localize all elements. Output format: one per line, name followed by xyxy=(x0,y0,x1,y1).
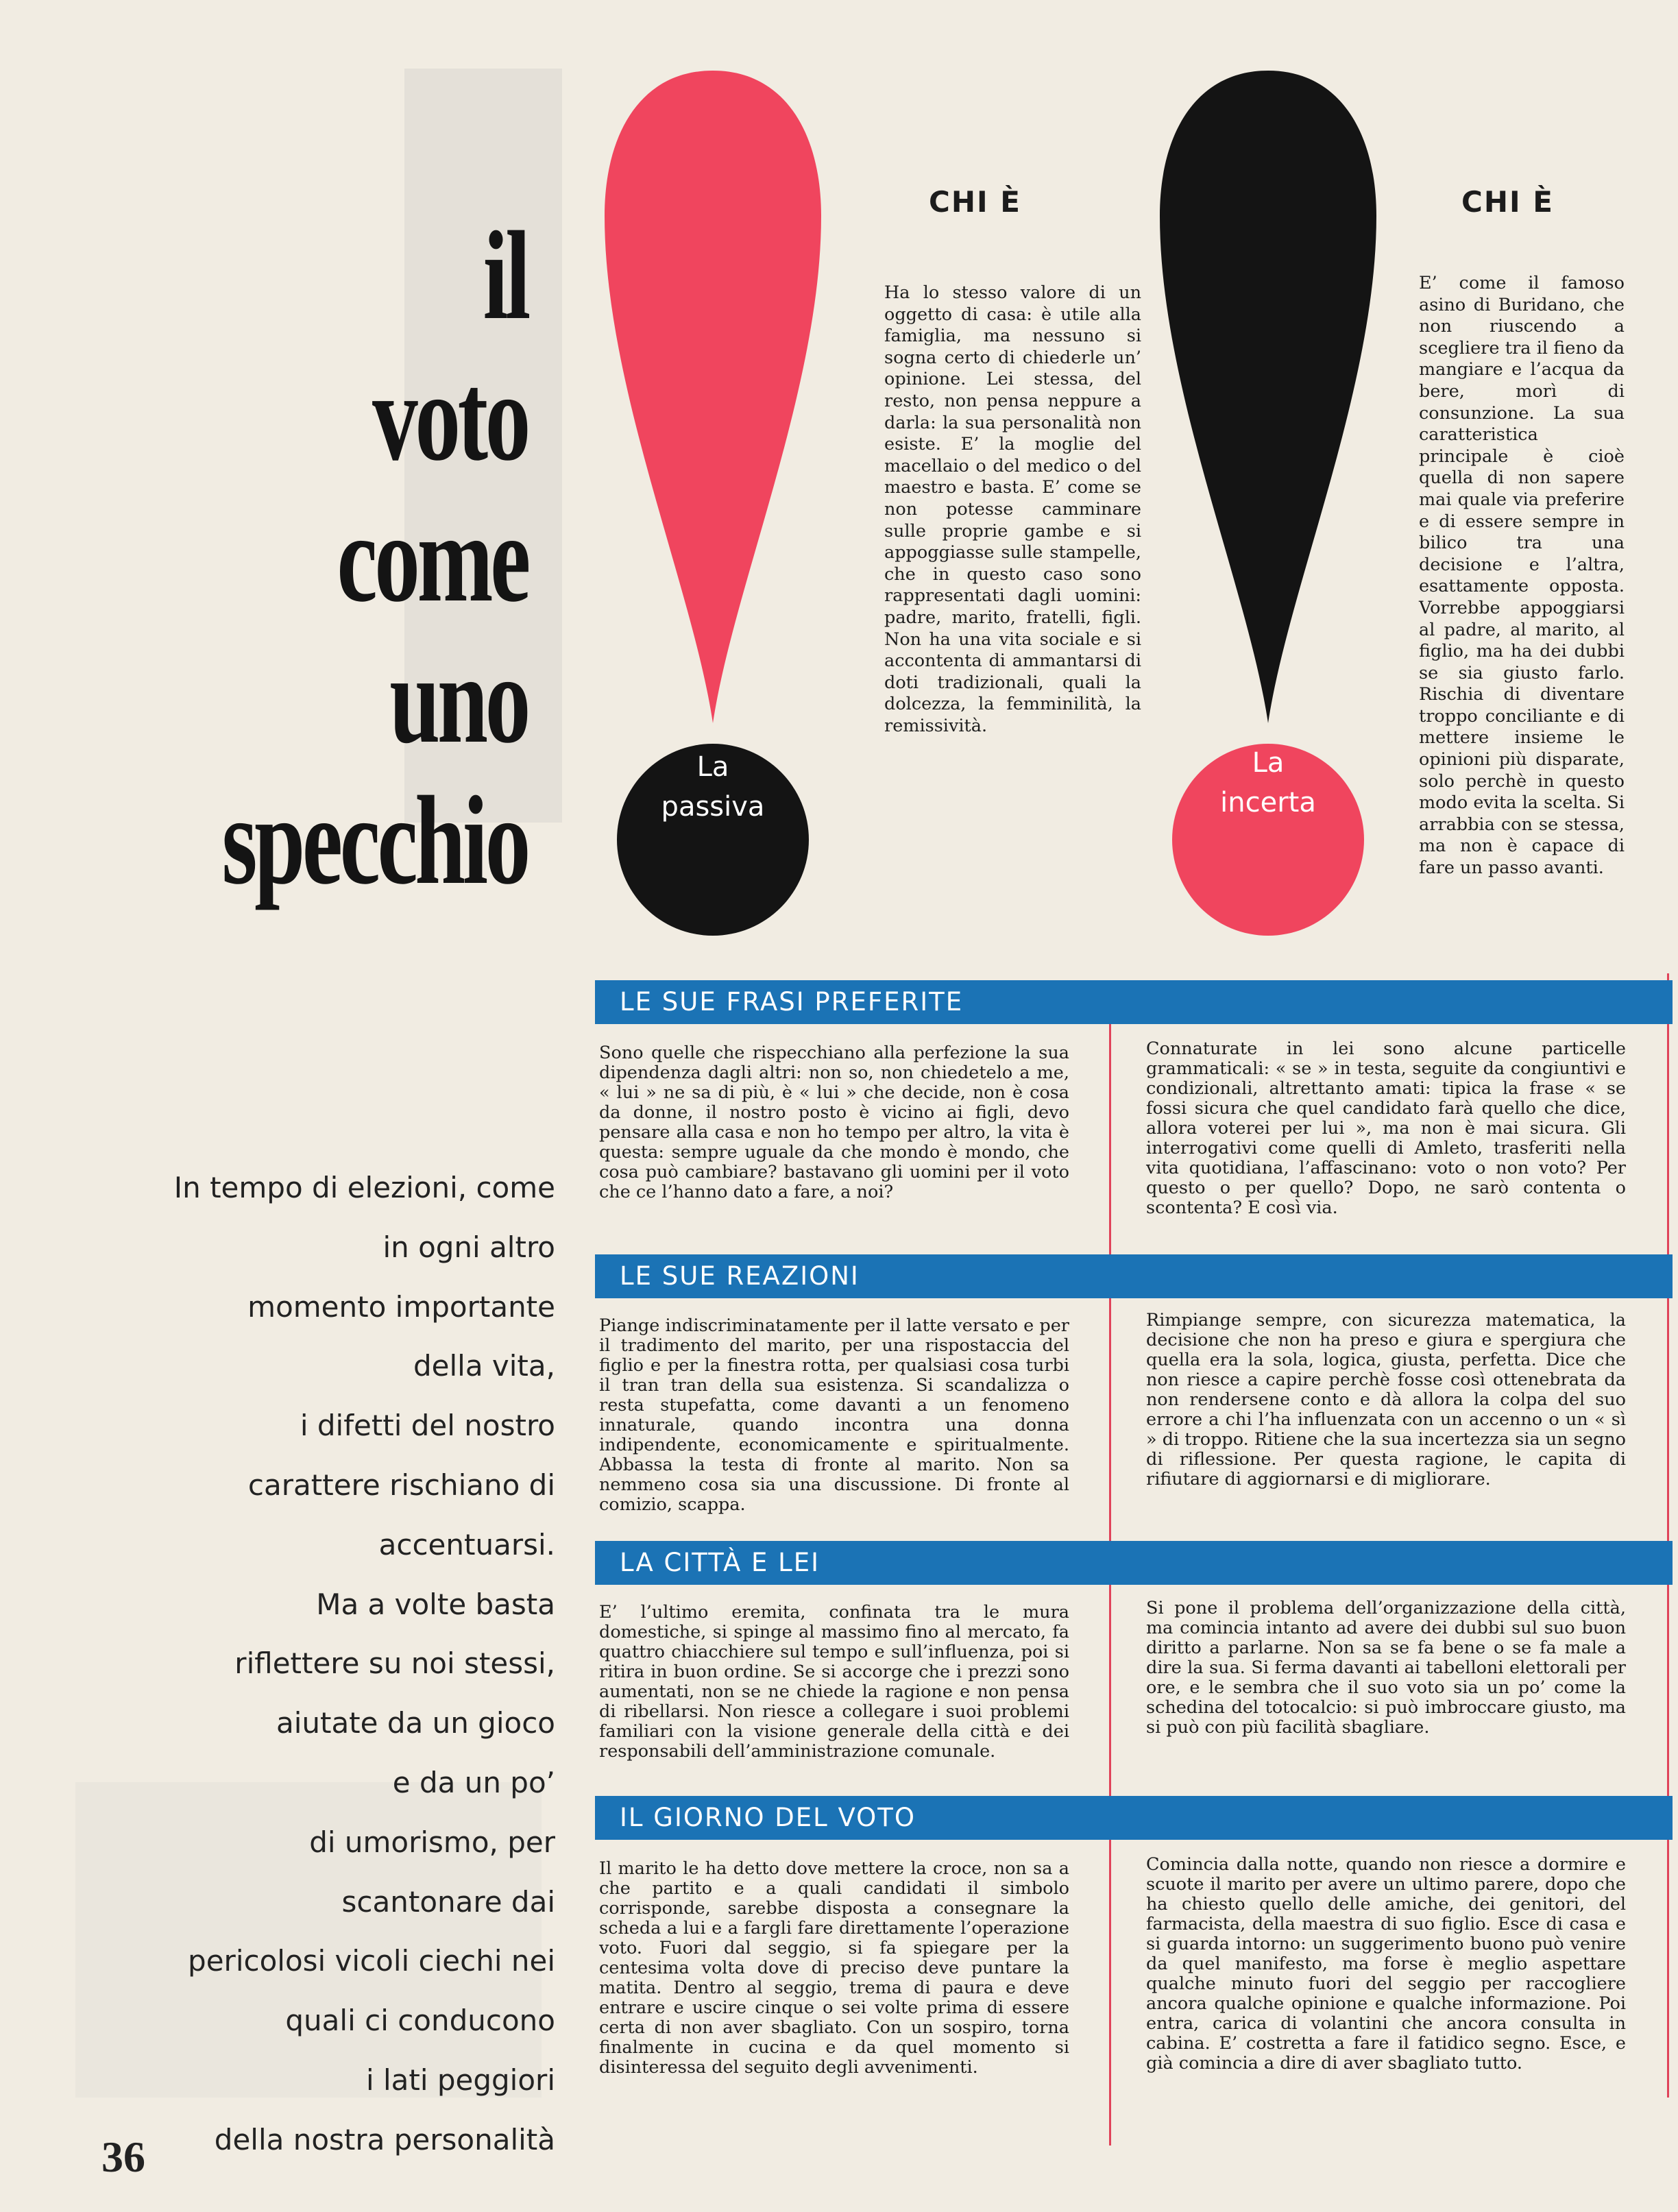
section-right-text: Connaturate in lei sono alcune particelle grammaticali: « se » in testa, seguite da congiuntivi e condizionali, altrettanto amati: tipica la frase « se fossi sicura che quel candidato farà quello che dice, allora voterei per lui », ma non è mai sicura. Gli interrogativi come quelli di Amleto, trasferiti nella vita quotidiana, l’affascinano: voto o non voto? Per questo o per quello? Dopo, ne sarò contenta o scontenta? E così via. xyxy=(1146,1038,1626,1218)
intro-line: momento importante xyxy=(247,1289,555,1324)
section-title: IL GIORNO DEL VOTO xyxy=(595,1801,940,1834)
page-number: 36 xyxy=(101,2132,145,2181)
intro-line: i difetti del nostro xyxy=(300,1409,555,1443)
passiva-heading: CHI È xyxy=(929,185,1021,219)
section-left-text: Sono quelle che rispecchiano alla perfezione la sua dipendenza dagli altri: non so, non chiedetelo a me, « lui » ne sa di più, è « lui » che decide, non è cosa da donne, il nostro posto è vicino ai figli, devo pensare alla casa e non ho tempo per altro, la vita è questa: sempre uguale da che mondo è mondo, che cosa può cambiare? bastavano gli uomini per il voto che ce l’hanno dato a fare, a noi? xyxy=(599,1043,1069,1202)
intro-line: In tempo di elezioni, come xyxy=(173,1171,555,1204)
title-line: voto xyxy=(372,347,528,487)
section-left-text: Piange indiscriminatamente per il latte versato e per il tradimento del marito, per una rispostaccia del figlio e per la finestra rotta, per qualsiasi cosa turbi il tran tran della sua esistenza. Si scandalizza o resta stupefatta, come davanti a un fenomeno innaturale, quando incontra una donna indipendente, economicamente e spiritualmente. Abbassa la testa di fronte al marito. Non sa nemmeno cosa sia una discussione. Di fronte al comizio, scappa. xyxy=(599,1315,1069,1515)
intro-line: pericolosi vicoli ciechi nei xyxy=(188,1944,555,1978)
section-band xyxy=(595,980,1673,1024)
incerta-heading: CHI È xyxy=(1461,185,1554,219)
passiva-text: Ha lo stesso valore di un oggetto di casa: è utile alla famiglia, ma nessuno si sogna certo di chiederle un’ opinione. Lei stessa, del resto, non pensa neppure a darla: la sua personalità non esiste. E’ la moglie del macellaio o del medico o del maestro e basta. E’ come se non potesse camminare sulle proprie gambe e si appoggiasse sulle stampelle, che in questo caso sono rappresentati dagli uomini: padre, marito, fratelli, figli. Non ha una vita sociale e si accontenta di ammantarsi di doti tradizionali, quali la dolcezza, la femminilità, la remissività. xyxy=(884,282,1141,736)
title-line: specchio xyxy=(221,770,528,911)
section-title: LA CITTÀ E LEI xyxy=(595,1546,844,1579)
page-title xyxy=(222,206,528,912)
intro-line: accentuarsi. xyxy=(378,1527,555,1561)
incerta-text: E’ come il famoso asino di Buridano, che non riuscendo a scegliere tra il fieno da mangiare e l’acqua da bere, morì di consunzione. La sua caratteristica principale è cioè quella di non sapere mai quale via preferire e di essere sempre in bilico tra una decisione e l’altra, esattamente opposta. Vorrebbe appoggiarsi al padre, al marito, al figlio, ma ha dei dubbi se sia giusto farlo. Rischia di diventare troppo conciliante e di mettere insieme le opinioni più disparate, solo perchè in questo modo evita la scelta. Si arrabbia con se stessa, ma non è capace di fare un passo avanti. xyxy=(1419,273,1625,879)
title-line: come xyxy=(337,488,528,629)
intro-line: riflettere su noi stessi, xyxy=(234,1646,555,1681)
section-title: LE SUE FRASI PREFERITE xyxy=(595,986,988,1019)
incerta-label: La incerta xyxy=(1220,747,1316,818)
intro-line: carattere rischiano di xyxy=(247,1468,555,1502)
section-right-text: Rimpiange sempre, con sicurezza matematica, la decisione che non ha preso e giura e spergiura che quella era la sola, logica, giusta, perfetta. Dice che non riesce a capire perchè fosse così ottenebrata da non rendersene conto e dà allora la colpa del suo errore a chi l’ha influenzata con un accenno o un « sì » di troppo. Ritiene che la sua incertezza sia un segno di riflessione. Per questa ragione, le capita di rifiutare di aggiornarsi e di migliorare. xyxy=(1146,1310,1626,1490)
section-band xyxy=(595,1541,1673,1585)
right-edge-divider xyxy=(1667,973,1669,2098)
section-title: LE SUE REAZIONI xyxy=(595,1260,884,1293)
intro-line: della nostra personalità xyxy=(214,2122,555,2156)
intro-text xyxy=(96,1158,555,2170)
section-right-text: Si pone il problema dell’organizzazione della città, ma comincia intanto ad avere dei dubbi sul suo buon diritto a parlarne. Non sa se fa bene o se fa male a dire la sua. Si ferma davanti ai tabelloni elettorali per ore, e le sembra che il suo voto sia un po’ come la schedina del totocalcio: si può imbroccare giusto, ma si può con più facilità sbagliare. xyxy=(1146,1598,1626,1738)
intro-line: in ogni altro xyxy=(382,1230,555,1264)
passiva-label: La passiva xyxy=(661,751,765,823)
section-right-text: Comincia dalla notte, quando non riesce a dormire e scuote il marito per avere un ultimo parere, dopo che ha chiesto quello delle amiche, dei genitori, del farmacista, della maestra di suo figlio. Esce di casa e si guarda intorno: un suggerimento buono può venire da quel manifesto, ma forse è meglio aspettare qualche minuto fuori del seggio per raccogliere ancora qualche opinione e qualche informazione. Poi entra, carica di volantini che ancora consulta in cabina. E’ costretta a fare il fatidico segno. Esce, e già comincia a dire di aver sbagliato tutto. xyxy=(1146,1854,1626,2074)
intro-line: aiutate da un gioco xyxy=(276,1706,555,1740)
section-band xyxy=(595,1254,1673,1298)
intro-line: di umorismo, per xyxy=(309,1825,555,1859)
intro-line: quali ci conducono xyxy=(285,2004,555,2038)
intro-line: e da un po’ xyxy=(392,1765,555,1799)
intro-line: Ma a volte basta xyxy=(316,1587,555,1621)
section-left-text: E’ l’ultimo eremita, confinata tra le mura domestiche, si spinge al massimo fino al mercato, fa quattro chiacchiere sul tempo e sull’influenza, poi si ritira in buon ordine. Se si accorge che i prezzi sono aumentati, non se ne chiede la ragione e non pensa di ribellarsi. Non riesce a collegare i suoi problemi familiari con la visione generale della città e dei responsabili dell’amministrazione comunale. xyxy=(599,1602,1069,1762)
intro-line: i lati peggiori xyxy=(365,2063,555,2097)
title-line: il xyxy=(483,206,528,346)
intro-line: della vita, xyxy=(413,1349,555,1383)
title-line: uno xyxy=(389,629,528,770)
section-band xyxy=(595,1796,1673,1840)
intro-line: scantonare dai xyxy=(341,1884,555,1919)
section-left-text: Il marito le ha detto dove mettere la croce, non sa a che partito e a quali candidati il simbolo corrisponde, sarebbe disposta a consegnare la scheda a lui e a fargli fare direttamente l’operazione voto. Fuori dal seggio, si fa spiegare per la centesima volta dove di preciso deve puntare la matita. Dentro al seggio, trema di paura e deve entrare e uscire cinque o sei volte prima di essere certa di non aver sbagliato. Con un sospiro, torna finalmente in cucina e da quel momento si disinteressa del seguito degli avvenimenti. xyxy=(599,1858,1069,2078)
